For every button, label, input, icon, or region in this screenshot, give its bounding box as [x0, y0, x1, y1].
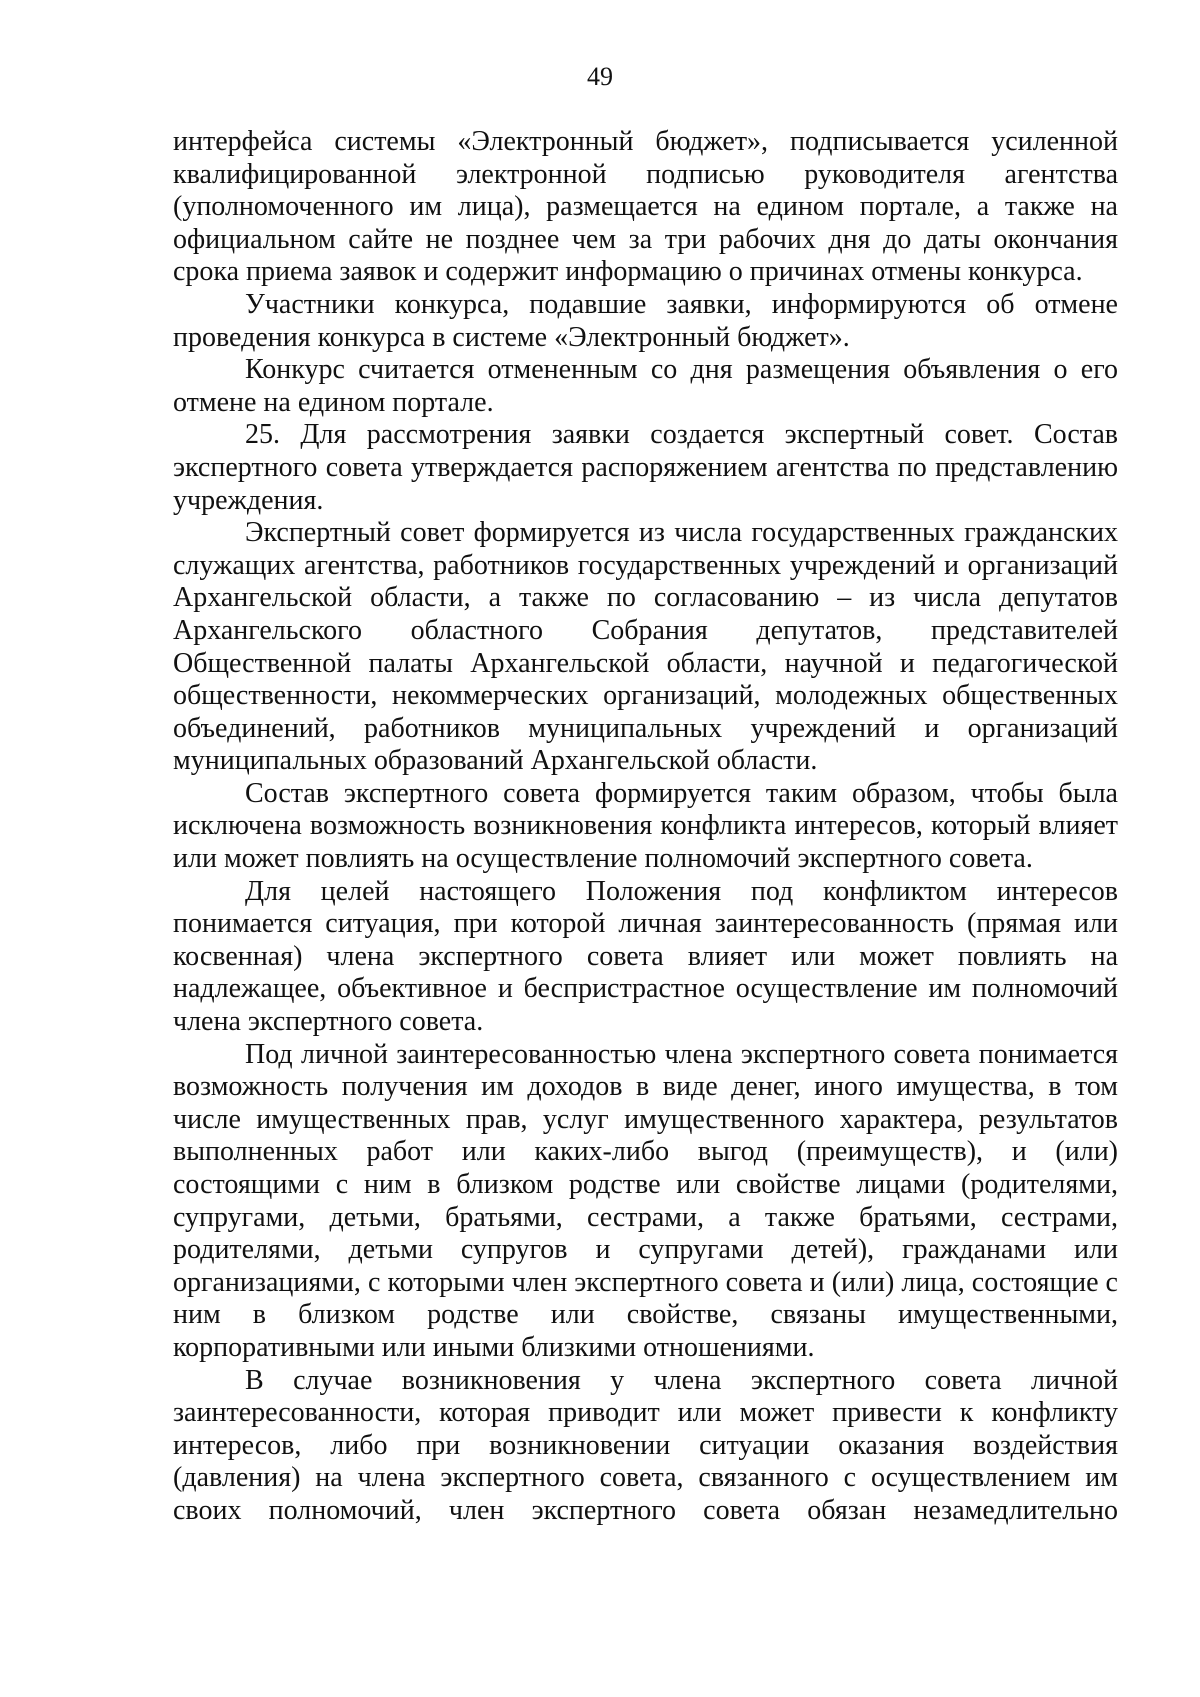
- paragraph: Для целей настоящего Положения под конфликтом интересов понимается ситуация, при которой личная заинтересованность (прямая или косвенная) члена экспертного совета влияет или может повлиять на надлежащее, объективное и беспристрастное осуществление им полномочий члена экспертного совета.: [173, 875, 1118, 1038]
- document-body: [173, 126, 1118, 1528]
- paragraph-continues-next-page: В случае возникновения у члена экспертного совета личной заинтересованности, которая приводит или может привести к конфликту интересов, либо при возникновении ситуации оказания воздействия (давления) на члена экспертного совета, связанного с осуществлением им своих полномочий, член экспертного совета обязан незамедлительно: [173, 1364, 1118, 1526]
- paragraph-item-25: 25. Для рассмотрения заявки создается экспертный совет. Состав экспертного совета утверждается распоряжением агентства по представлению учреждения.: [173, 419, 1118, 516]
- paragraph: Под личной заинтересованностью члена экспертного совета понимается возможность получения им доходов в виде денег, иного имущества, в том числе имущественных прав, услуг имущественного характера, результатов выполненных работ или каких-либо выгод (преимуществ), и (или) состоящими с ним в близком родстве или свойстве лицами (родителями, супругами, детьми, братьями, сестрами, а также братьями, сестрами, родителями, детьми супругов и супругами детей), гражданами или организациями, с которыми член экспертного совета и (или) лица, состоящие с ним в близком родстве или свойстве, связаны имущественными, корпоративными или иными близкими отношениями.: [173, 1038, 1118, 1363]
- page-number: 49: [587, 62, 613, 91]
- paragraph: Конкурс считается отмененным со дня размещения объявления о его отмене на едином портале.: [173, 354, 1118, 418]
- paragraph: Участники конкурса, подавшие заявки, информируются об отмене проведения конкурса в системе «Электронный бюджет».: [173, 288, 1118, 353]
- paragraph: Состав экспертного совета формируется таким образом, чтобы была исключена возможность возникновения конфликта интересов, который влияет или может повлиять на осуществление полномочий экспертного совета.: [173, 777, 1118, 875]
- paragraph: Экспертный совет формируется из числа государственных гражданских служащих агентства, работников государственных учреждений и организаций Архангельской области, а также по согласованию – из числа депутатов Архангельского областного Собрания депутатов, представителей Общественной палаты Архангельской области, научной и педагогической общественности, некоммерческих организаций, молодежных общественных объединений, работников муниципальных учреждений и организаций муниципальных образований Архангельской области.: [173, 517, 1118, 777]
- paragraph-continuation: интерфейса системы «Электронный бюджет», подписывается усиленной квалифицированной электронной подписью руководителя агентства (уполномоченного им лица), размещается на едином портале, а также на официальном сайте не позднее чем за три рабочих дня до даты окончания срока приема заявок и содержит информацию о причинах отмены конкурса.: [173, 126, 1118, 288]
